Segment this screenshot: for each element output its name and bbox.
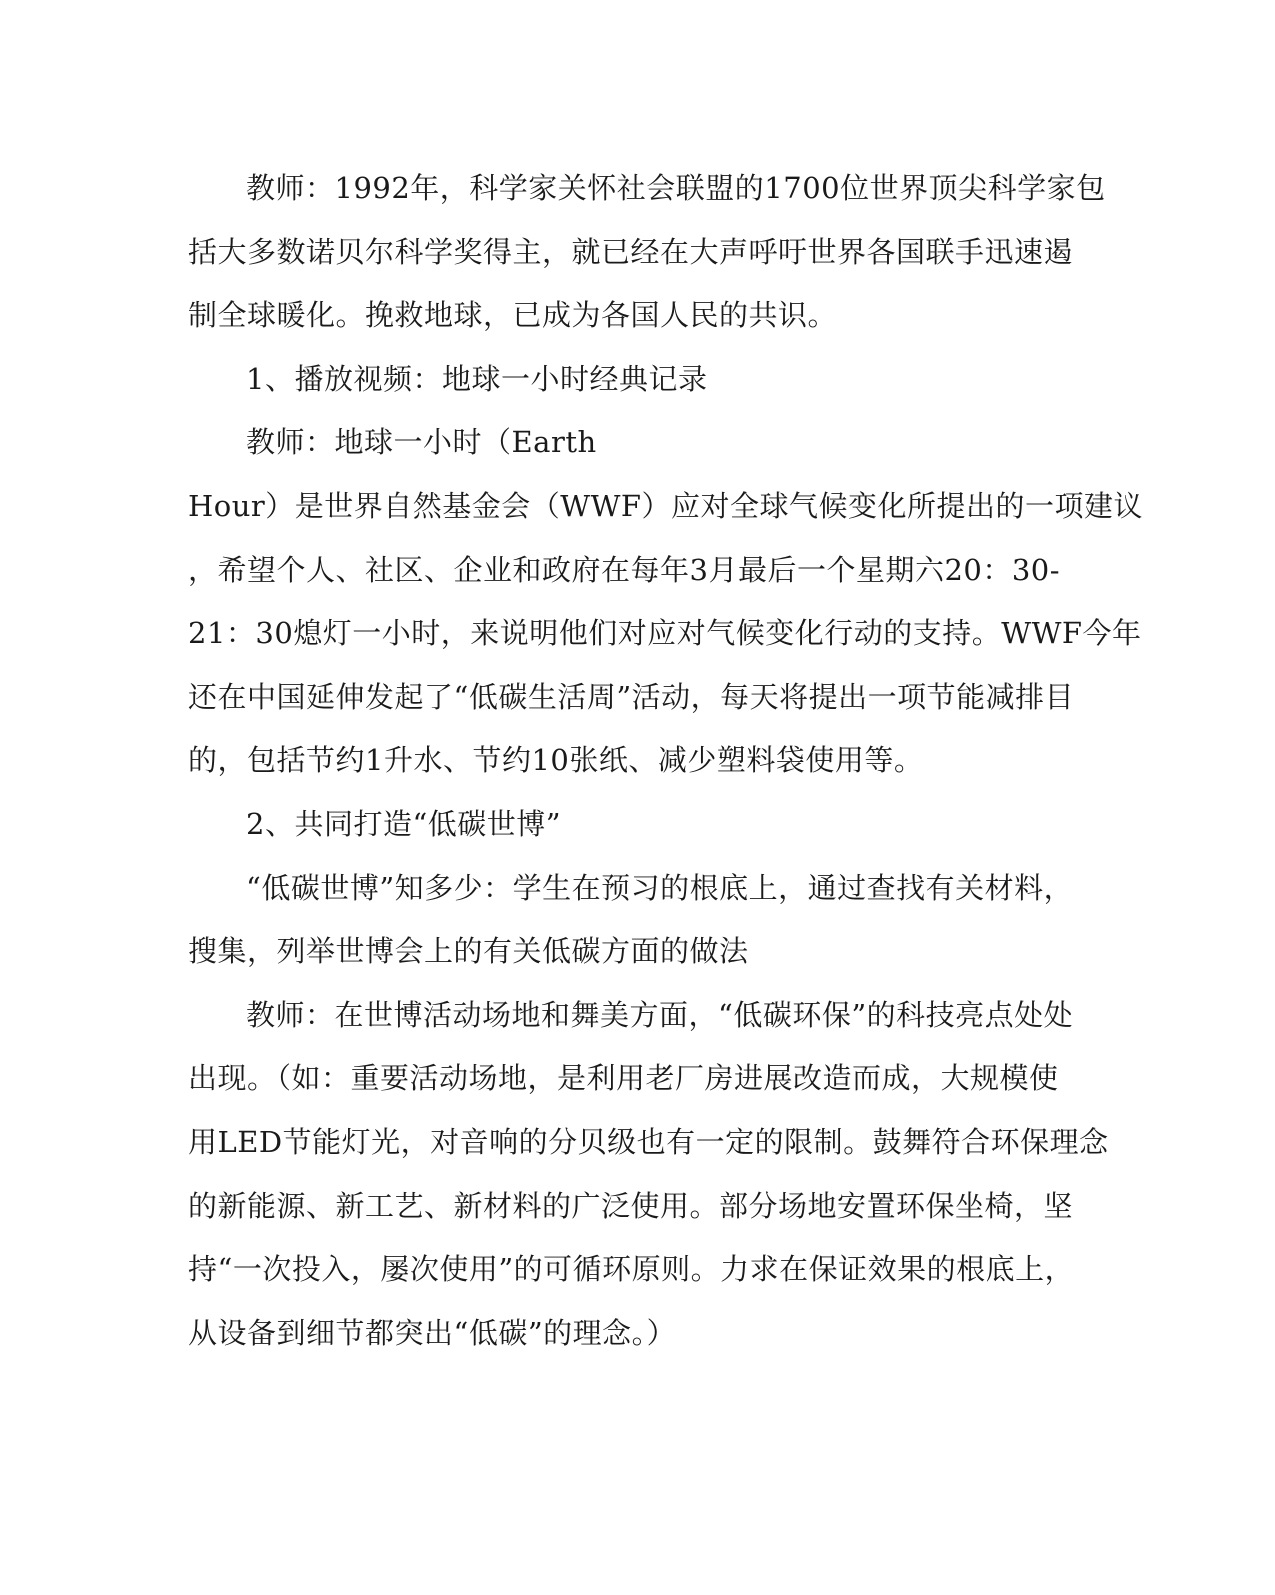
section-heading: 1、播放视频：地球一小时经典记录 <box>246 361 708 396</box>
document-body <box>188 157 1144 1365</box>
paragraph-line: “低碳世博”知多少：学生在预习的根底上，通过查找有关材料， <box>246 870 1074 905</box>
paragraph-line: 教师：地球一小时（Earth <box>246 425 597 460</box>
paragraph-line: Hour）是世界自然基金会（WWF）应对全球气候变化所提出的一项建议 <box>188 488 1144 523</box>
paragraph-line: ，希望个人、社区、企业和政府在每年3月最后一个星期六20：30- <box>188 552 1061 587</box>
paragraph-line: 还在中国延伸发起了“低碳生活周”活动，每天将提出一项节能减排目 <box>188 679 1075 714</box>
paragraph-line: 教师：1992年，科学家关怀社会联盟的1700位世界顶尖科学家包 <box>246 171 1106 205</box>
paragraph-line: 括大多数诺贝尔科学奖得主，就已经在大声呼吁世界各国联手迅速遏 <box>188 234 1074 269</box>
paragraph-line: 制全球暖化。挽救地球，已成为各国人民的共识。 <box>188 298 838 333</box>
paragraph-line: 用LED节能灯光，对音响的分贝级也有一定的限制。鼓舞符合环保理念 <box>188 1124 1109 1159</box>
section-heading: 2、共同打造“低碳世博” <box>246 806 562 841</box>
paragraph-line: 的，包括节约1升水、节约10张纸、减少塑料袋使用等。 <box>188 743 924 778</box>
paragraph-line: 从设备到细节都突出“低碳”的理念。） <box>188 1315 677 1350</box>
paragraph-line: 教师：在世博活动场地和舞美方面，“低碳环保”的科技亮点处处 <box>246 997 1074 1032</box>
paragraph-line: 出现。（如：重要活动场地，是利用老厂房进展改造而成，大规模使 <box>188 1061 1059 1096</box>
paragraph-line: 持“一次投入，屡次使用”的可循环原则。力求在保证效果的根底上， <box>188 1252 1075 1287</box>
paragraph-line: 搜集，列举世博会上的有关低碳方面的做法 <box>188 934 749 969</box>
paragraph-line: 的新能源、新工艺、新材料的广泛使用。部分场地安置环保坐椅，坚 <box>188 1188 1074 1223</box>
paragraph-line: 21：30熄灯一小时，来说明他们对应对气候变化行动的支持。WWF今年 <box>188 616 1142 651</box>
